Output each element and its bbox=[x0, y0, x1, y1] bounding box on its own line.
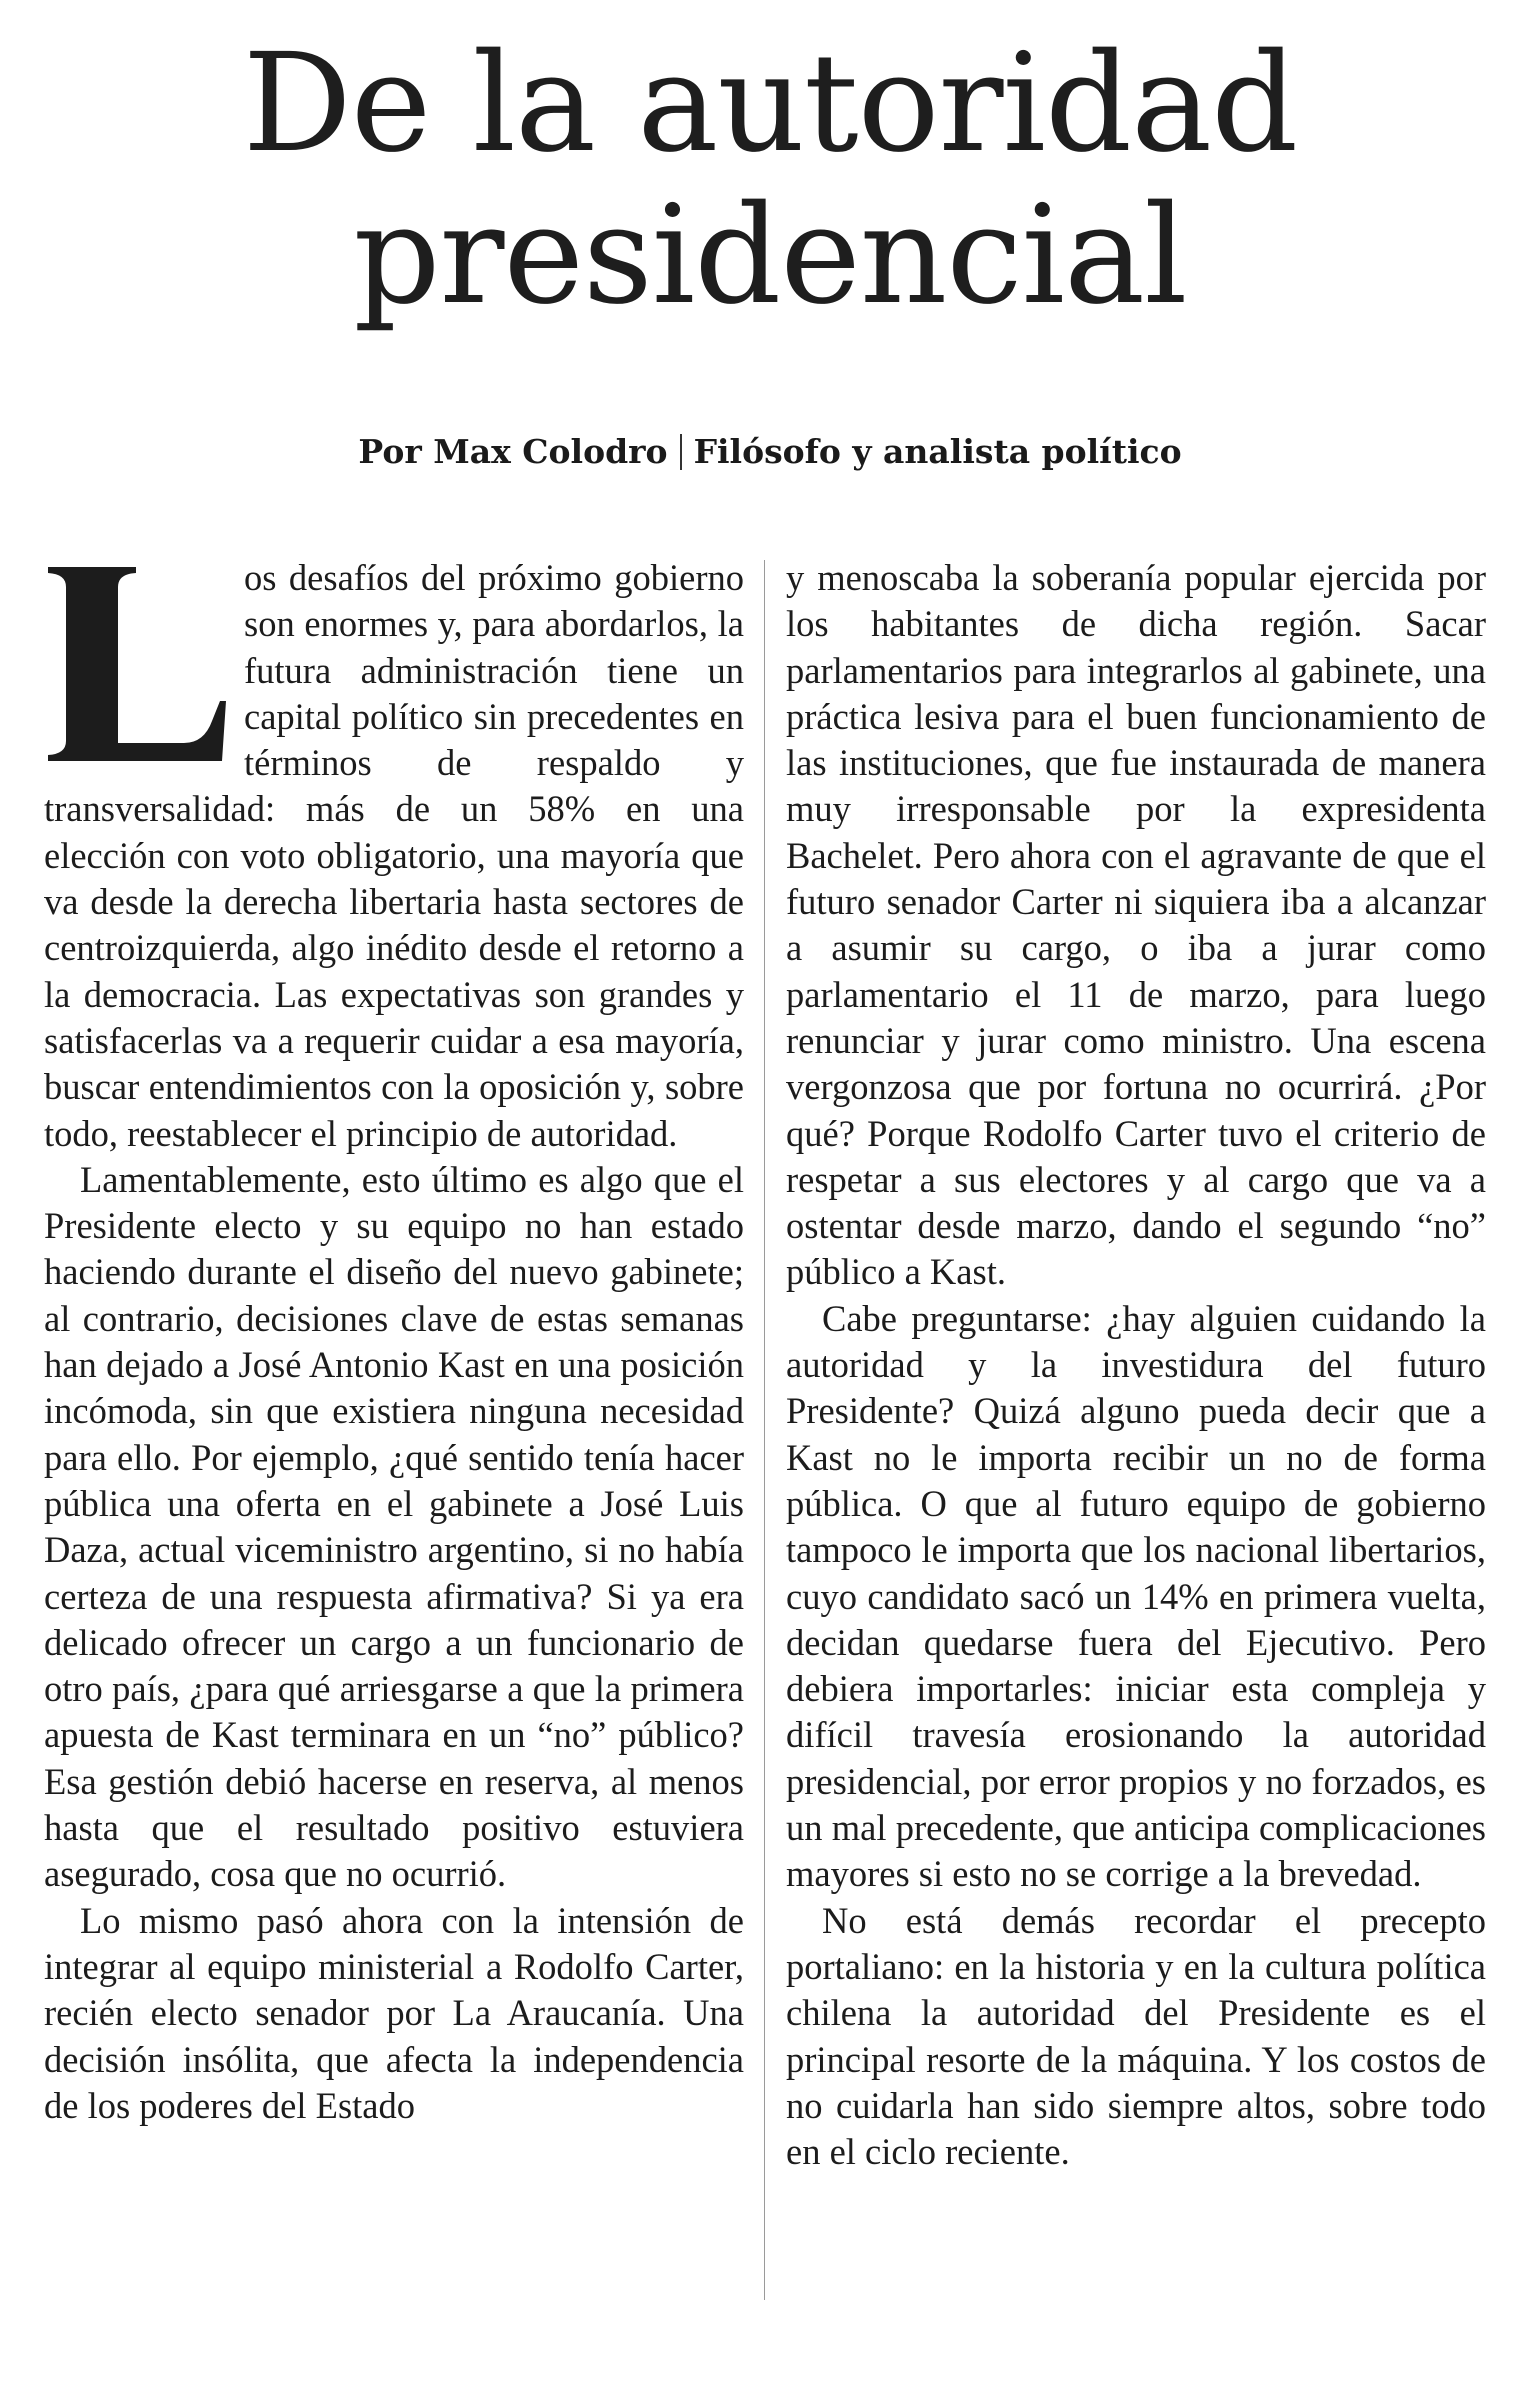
paragraph-3-continued: y menoscaba la soberanía popular ejercida por los habitantes de dicha región. Sacar parlamentarios para integrarlos al gabinete, una práctica lesiva para el buen funcionamiento de las instituciones, que fue instaurada de manera muy irresponsable por la expresidenta Bachelet. Pero ahora con el agravante de que el futuro senador Carter ni siquiera iba a alcanzar a asumir su cargo, o iba a jurar como parlamentario el 11 de marzo, para luego renunciar y jurar como ministro. Una escena vergonzosa que por fortuna no ocurrirá. ¿Por qué? Porque Rodolfo Carter tuvo el criterio de respetar a sus electores y al cargo que va a ostentar desde marzo, dando el segundo “no” público a Kast. bbox=[786, 557, 1486, 1293]
byline bbox=[0, 430, 1540, 474]
article-headline bbox=[0, 25, 1540, 335]
article-column-right bbox=[786, 555, 1486, 2175]
dropcap bbox=[44, 561, 230, 766]
byline-author: Por Max Colodro bbox=[358, 432, 668, 471]
paragraph-5: No está demás recordar el precepto portaliano: en la historia y en la cultura política chilena la autoridad del Presidente es el principal resorte de la máquina. Y los costos de no cuidarla han sido siempre altos, sobre todo en el ciclo reciente. bbox=[786, 1899, 1486, 2173]
paragraph-3: Lo mismo pasó ahora con la intensión de integrar al equipo ministerial a Rodolfo Carter, recién electo senador por La Araucanía. Una decisión insólita, que afecta la independencia de los poderes del Estado bbox=[44, 1899, 744, 2126]
headline-line-2: presidencial bbox=[353, 177, 1187, 335]
paragraph-1-text: os desafíos del próximo gobierno son enormes y, para abordarlos, la futura administración tiene un capital político sin precedentes en términos de respaldo y transversalidad: más de un 58% en una elección con voto obligatorio, una mayoría que va desde la derecha libertaria hasta sectores de centroizquierda, algo inédito desde el retorno a la democracia. Las expectativas son grandes y satisfacerlas va a requerir cuidar a esa mayoría, buscar entendimientos con la oposición y, sobre todo, reestablecer el principio de autoridad. bbox=[44, 557, 744, 1154]
article-column-left bbox=[44, 555, 744, 2129]
paragraph-2: Lamentablemente, esto último es algo que el Presidente electo y su equipo no han estado haciendo durante el diseño del nuevo gabinete; al contrario, decisiones clave de estas semanas han dejado a José Antonio Kast en una posición incómoda, sin que existiera ninguna necesidad para ello. Por ejemplo, ¿qué sentido tenía hacer pública una oferta en el gabinete a José Luis Daza, actual viceministro argentino, si no había certeza de una respuesta afirmativa? Si ya era delicado ofrecer un cargo a un funcionario de otro país, ¿para qué arriesgarse a que la primera apuesta de Kast terminara en un “no” público? Esa gestión debió hacerse en reserva, al menos hasta que el resultado positivo estuviera asegurado, cosa que no ocurrió. bbox=[44, 1158, 744, 1895]
byline-role: Filósofo y analista político bbox=[693, 432, 1182, 471]
dropcap-letter-graphic bbox=[44, 561, 230, 766]
column-divider bbox=[764, 560, 765, 2300]
paragraph-4: Cabe preguntarse: ¿hay alguien cuidando la autoridad y la investidura del futuro Presidente? Quizá alguno pueda decir que a Kast no le importa recibir un no de forma pública. O que al futuro equipo de gobierno tampoco le importa que los nacional libertarios, cuyo candidato sacó un 14% en primera vuelta, decidan quedarse fuera del Ejecutivo. Pero debiera importarles: iniciar esta compleja y difícil travesía erosionando la autoridad presidencial, por error propios y no forzados, es un mal precedente, que anticipa complicaciones mayores si esto no se corrige a la brevedad. bbox=[786, 1297, 1486, 1895]
byline-separator bbox=[680, 434, 682, 470]
headline-line-1: De la autoridad bbox=[242, 25, 1298, 183]
paragraph-1 bbox=[44, 555, 744, 1157]
